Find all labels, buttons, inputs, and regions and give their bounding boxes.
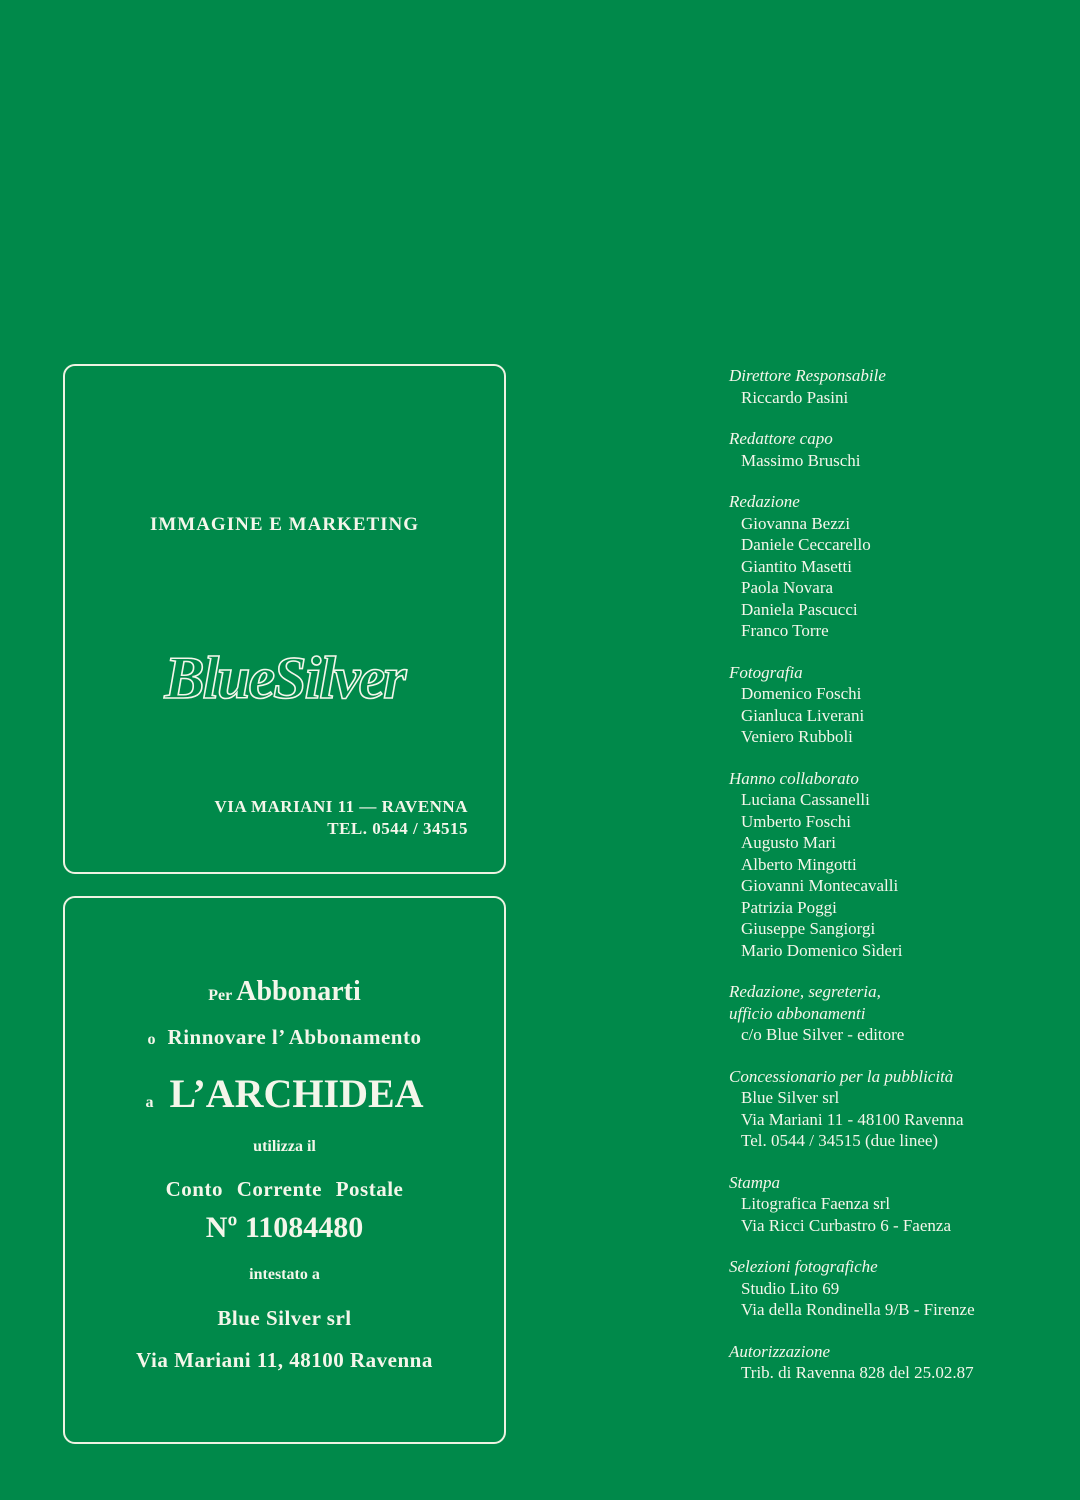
masthead-section-title: Selezioni fotografiche [729, 1257, 878, 1276]
masthead-entry: Franco Torre [741, 621, 829, 640]
masthead-entry: Giantito Masetti [741, 556, 852, 576]
masthead-entry: Tel. 0544 / 34515 (due linee) [741, 1131, 939, 1150]
subscription-rinnovare: Rinnovare l’ Abbonamento [167, 1025, 422, 1049]
ad-address [215, 796, 469, 840]
subscription-abbonarti: Abbonarti [236, 976, 361, 1007]
masthead-section-title: Direttore Responsabile [729, 366, 886, 385]
account-number: Nº 11084480 [205, 1211, 364, 1244]
bluesilver-logo: BlueSilver [164, 645, 405, 711]
subscription-prefix-a: a [145, 1094, 154, 1111]
subscription-intestato: intestato a [249, 1266, 320, 1283]
masthead-entry: Mario Domenico Sìderi [741, 940, 903, 960]
masthead-section [729, 1172, 1059, 1237]
masthead-entry: Luciana Cassanelli [741, 790, 870, 809]
masthead-section [729, 768, 1059, 962]
masthead-section-title: Redazione [729, 492, 800, 511]
masthead-entry: Augusto Mari [741, 833, 836, 852]
masthead-entry: Giovanna Bezzi [741, 513, 851, 533]
subscription-box [63, 896, 506, 1444]
masthead-section [729, 981, 1059, 1046]
masthead-entry: Giovanni Montecavalli [741, 876, 899, 895]
masthead-entry: Veniero Rubboli [741, 727, 853, 746]
masthead-entry: Alberto Mingotti [741, 854, 857, 874]
masthead-section-title: Concessionario per la pubblicità [729, 1066, 954, 1086]
masthead-entry: Umberto Foschi [741, 811, 852, 831]
magazine-title: L’ARCHIDEA [169, 1071, 424, 1116]
masthead-entry: Trib. di Ravenna 828 del 25.02.87 [741, 1363, 974, 1382]
subscription-holder: Blue Silver srl [217, 1306, 352, 1330]
subscription-address: Via Mariani 11, 48100 Ravenna [136, 1348, 433, 1372]
masthead-entry: Massimo Bruschi [741, 450, 861, 470]
masthead-entry: Via della Rondinella 9/B - Firenze [741, 1300, 975, 1319]
masthead-section-title: Fotografia [729, 662, 803, 682]
masthead-section-title: Autorizzazione [729, 1341, 831, 1361]
subscription-prefix-o: o [147, 1031, 156, 1048]
masthead-entry: Via Mariani 11 - 48100 Ravenna [741, 1109, 964, 1129]
masthead-entry: Riccardo Pasini [741, 387, 849, 407]
subscription-line-abbonarti [65, 976, 504, 1008]
masthead-section [729, 1066, 1059, 1152]
masthead-entry: c/o Blue Silver - editore [741, 1025, 905, 1044]
ad-tagline: IMMAGINE E MARKETING [149, 514, 420, 535]
masthead-entry: Litografica Faenza srl [741, 1194, 891, 1213]
ad-address-street: VIA MARIANI 11 — RAVENNA [214, 797, 468, 816]
masthead-entry: Studio Lito 69 [741, 1278, 840, 1298]
masthead-entry: Patrizia Poggi [741, 897, 837, 917]
masthead-entry: Blue Silver srl [741, 1088, 840, 1107]
masthead-entry: Giuseppe Sangiorgi [741, 919, 876, 938]
masthead-section [729, 1341, 1059, 1384]
subscription-prefix-per: Per [208, 987, 233, 1004]
masthead-section-title: ufficio abbonamenti [729, 1003, 866, 1023]
subscription-line-rinnovare [65, 1025, 504, 1050]
advertisement-box [63, 364, 506, 874]
ad-address-phone: TEL. 0544 / 34515 [327, 819, 468, 838]
subscription-line-archidea [65, 1070, 504, 1117]
masthead-section-title: Redazione, segreteria, [729, 982, 881, 1001]
subscription-conto: Conto Corrente Postale [165, 1177, 404, 1201]
masthead-section [729, 365, 1059, 408]
masthead-section [729, 491, 1059, 642]
masthead-entry: Daniela Pascucci [741, 599, 858, 619]
masthead-entry: Paola Novara [741, 578, 834, 597]
subscription-utilizza: utilizza il [253, 1138, 316, 1155]
masthead-entry: Via Ricci Curbastro 6 - Faenza [741, 1215, 951, 1235]
masthead-section-title: Stampa [729, 1172, 780, 1192]
masthead-section-title: Hanno collaborato [729, 768, 859, 788]
masthead-section [729, 428, 1059, 471]
masthead-entry: Domenico Foschi [741, 684, 862, 703]
masthead [729, 365, 1059, 1404]
masthead-entry: Daniele Ceccarello [741, 535, 871, 554]
masthead-section [729, 662, 1059, 748]
masthead-section [729, 1256, 1059, 1321]
masthead-entry: Gianluca Liverani [741, 705, 865, 725]
masthead-section-title: Redattore capo [729, 429, 833, 448]
